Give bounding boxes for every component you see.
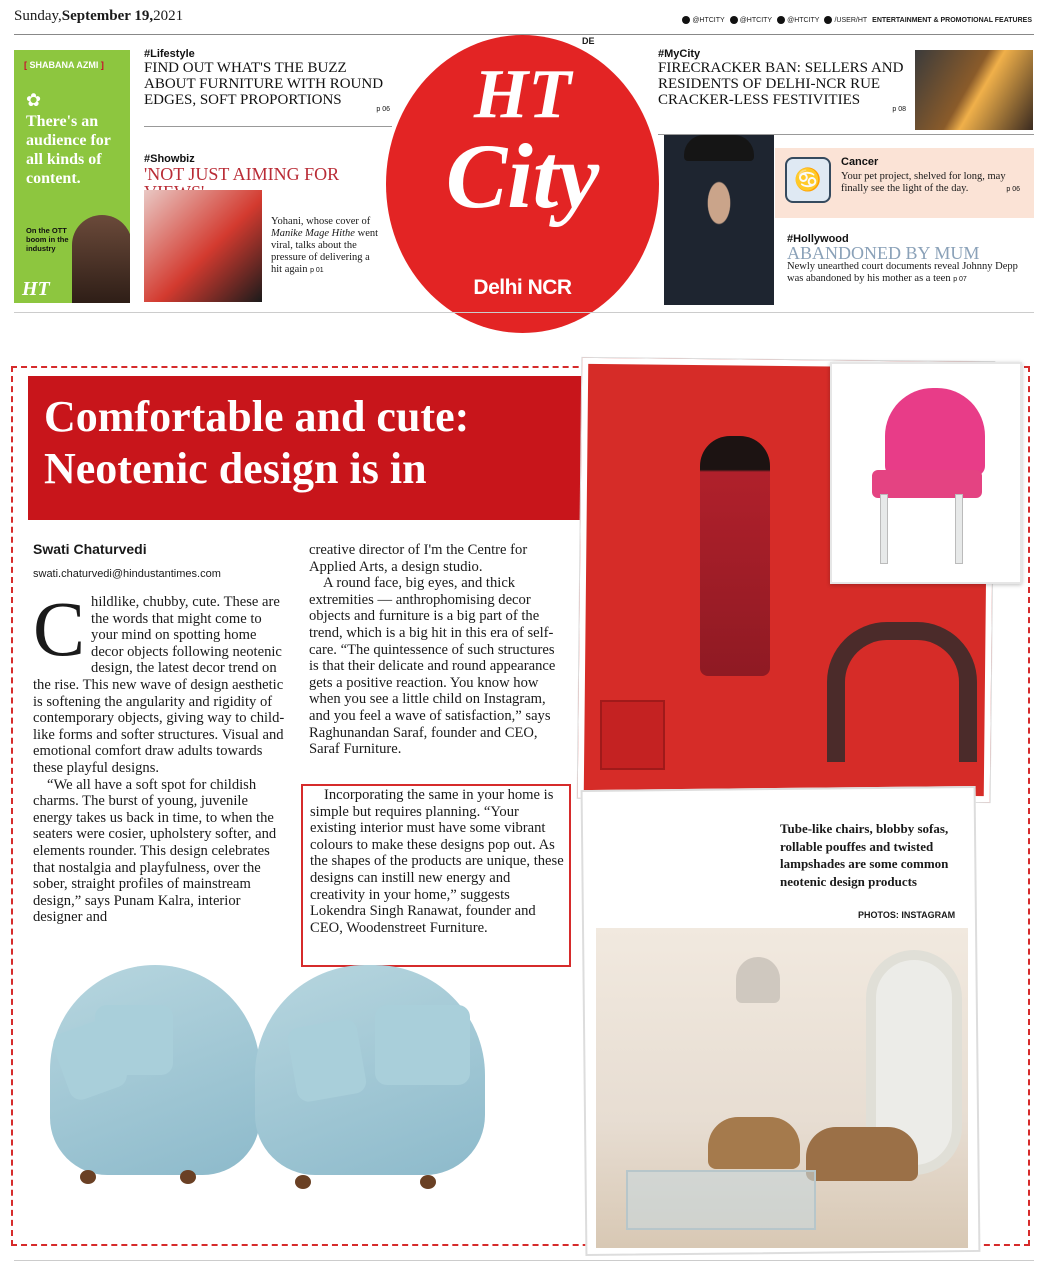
instagram-icon — [682, 16, 690, 24]
page-ref: p 08 — [892, 106, 906, 113]
promo-headline: There's an audience for all kinds of content. — [26, 113, 111, 187]
article-column-2 — [309, 542, 565, 758]
headline-line: Neotenic design is in — [44, 444, 427, 493]
page-ref: p 07 — [953, 276, 967, 283]
chair-leg — [180, 1170, 196, 1184]
horoscope-text: Your pet project, shelved for long, may finally see the light of the day. — [841, 171, 1006, 194]
chair-leg — [295, 1175, 311, 1189]
logo-edition: Delhi NCR — [473, 276, 572, 299]
body-text: Newly unearthed court documents reveal Johnny Depp was abandoned by his mother as a teen — [787, 261, 1018, 284]
dropcap: C — [33, 585, 86, 672]
pink-chair-seat — [872, 470, 982, 498]
highlighted-paragraph — [310, 787, 566, 936]
blue-armchairs-photo — [40, 965, 570, 1195]
author-email[interactable]: swati.chaturvedi@hindustantimes.com — [33, 568, 221, 580]
instagram-handle[interactable] — [682, 16, 724, 24]
dark-sculptural-chair — [827, 622, 977, 762]
logo-ht-text: HT — [473, 56, 572, 133]
chair-leg — [80, 1170, 96, 1184]
divider — [14, 1260, 1034, 1261]
glass-table — [626, 1170, 816, 1230]
facebook-handle[interactable] — [777, 16, 819, 24]
handle-text: @HTCITY — [739, 16, 773, 24]
day: Sunday, — [14, 8, 62, 24]
teaser-hollywood[interactable] — [787, 233, 1034, 285]
cushion — [286, 1017, 368, 1103]
teaser-tag: #Showbiz — [144, 153, 195, 165]
cushion — [375, 1005, 470, 1085]
author-name: Swati Chaturvedi — [33, 541, 147, 557]
teaser-headline: FIND OUT WHAT'S THE BUZZ ABOUT FURNITURE WITH ROUND EDGES, SOFT PROPORTIONS — [144, 60, 384, 108]
leaf-icon: ✿ — [26, 90, 42, 110]
horoscope-box[interactable] — [775, 148, 1034, 218]
kicker-name: SHABANA AZMI — [29, 60, 99, 70]
year: 2021 — [153, 8, 184, 24]
hat — [684, 135, 754, 161]
article-headline — [44, 391, 584, 495]
teaser-headline: ABANDONED BY MUM — [787, 243, 980, 263]
handle-text: /USER/HT — [834, 16, 868, 24]
page-ref: p 01 — [310, 267, 324, 274]
body-text: Yohani, whose cover of — [271, 216, 371, 227]
paragraph: Incorporating the same in your home is simple but requires planning. “Your existing interior must have some vibrant colours to make these designs pop out. As the shapes of the products are unique, these designs can instill new energy and creativity in your home,” suggests Lokendra Singh Ranawat, founder and CEO, Woodenstreet Furniture. — [310, 787, 564, 936]
singer-photo — [144, 190, 262, 302]
woman-figure — [700, 436, 770, 676]
teaser-headline: FIRECRACKER BAN: SELLERS AND RESIDENTS OF DELHI-NCR RUE CRACKER-LESS FESTIVITIES — [658, 60, 904, 108]
bracket: ] — [100, 60, 104, 70]
logo-city-text: City — [445, 125, 600, 227]
paragraph: A round face, big eyes, and thick extremities — anthrophomising decor objects and furniture is a big part of the trend, which is a big hit in this era of self-care. “The quintessence of such structures is that their delicate and round appearance gets a positive reaction. You know how when you see a little child on Instagram, and you feel a wave of satisfaction,” says Raghunandan Saraf, founder and CEO, Saraf Furniture. — [309, 575, 556, 758]
section-label: ENTERTAINMENT & PROMOTIONAL FEATURES — [872, 16, 1032, 24]
teaser-body — [271, 216, 379, 276]
teaser-headline: 'NOT JUST AIMING FOR — [144, 164, 340, 184]
handle-text: @HTCITY — [692, 16, 725, 24]
social-handles — [682, 16, 1032, 24]
page-ref: p 06 — [1006, 186, 1020, 193]
bracket: [ — [24, 60, 27, 70]
divider — [14, 312, 1034, 313]
chair-leg — [420, 1175, 436, 1189]
horoscope-sign: Cancer — [841, 156, 879, 168]
pouffe — [708, 1117, 800, 1169]
teaser-tag: #Hollywood — [787, 233, 849, 245]
page-ref: p 06 — [376, 106, 390, 113]
divider — [658, 134, 1034, 135]
teaser-tag: #MyCity — [658, 48, 701, 60]
pink-chair-back — [885, 388, 985, 476]
cancer-sign-icon: ♋ — [785, 157, 831, 203]
ht-logo: HT — [22, 278, 50, 300]
chair-leg — [880, 494, 888, 564]
divider — [144, 126, 392, 127]
article-column-1 — [33, 585, 288, 926]
teaser-body — [787, 261, 1034, 285]
twitter-icon — [730, 16, 738, 24]
actor-photo — [664, 135, 774, 305]
teaser-lifestyle[interactable] — [144, 48, 390, 113]
date: September 19, — [61, 8, 154, 24]
youtube-handle[interactable] — [824, 16, 867, 24]
pouffe — [806, 1127, 918, 1181]
teaser-tag: #Lifestyle — [144, 48, 195, 60]
headline-line: Comfortable and cute: — [44, 392, 470, 441]
youtube-icon — [824, 16, 832, 24]
paragraph: “We all have a soft spot for childish charms. The burst of young, juvenile energy takes us back in time, to when the seaters were cosier, upholstery softer, and elements rounder. This design celebrates that nostalgia and playfulness, over the sober, straight profiles of mainstream design,” says Punam Kalra, interior designer and — [33, 776, 277, 926]
red-pedestal — [600, 700, 665, 770]
firecracker-photo — [915, 50, 1033, 130]
body-text: went viral, talks about the pressure of delivering a hit again — [271, 228, 379, 275]
chair-leg — [955, 494, 963, 564]
portrait-image — [72, 215, 130, 303]
dateline — [14, 8, 183, 25]
edition-code: DE — [582, 36, 595, 46]
paragraph: hildlike, chubby, cute. These are the words that might come to your mind on spotting home decor objects following neotenic design, the latest decor trend on the rise. This new wave of design aesthetic is softening the angularity and rigidity of contemporary objects, giving way to child-like forms and softer structures. Visual and emotional comfort draw adults towards these playful designs. — [33, 594, 285, 776]
twitter-handle[interactable] — [730, 16, 772, 24]
photo-credit: PHOTOS: INSTAGRAM — [858, 910, 956, 920]
facebook-icon — [777, 16, 785, 24]
paragraph: creative director of I'm the Centre for Applied Arts, a design studio. — [309, 542, 528, 575]
promo-sub: On the OTT boom in the industry — [26, 226, 69, 253]
song-title: Manike Mage Hithe — [271, 228, 355, 239]
photo-caption: Tube-like chairs, blobby sofas, rollable pouffes and twisted lampshades are some common neotenic design products — [780, 821, 949, 889]
promo-box[interactable] — [14, 50, 130, 303]
teaser-mycity[interactable] — [658, 48, 908, 113]
promo-kicker — [24, 60, 104, 71]
pendant-lamp — [736, 957, 780, 1003]
handle-text: @HTCITY — [787, 16, 820, 24]
